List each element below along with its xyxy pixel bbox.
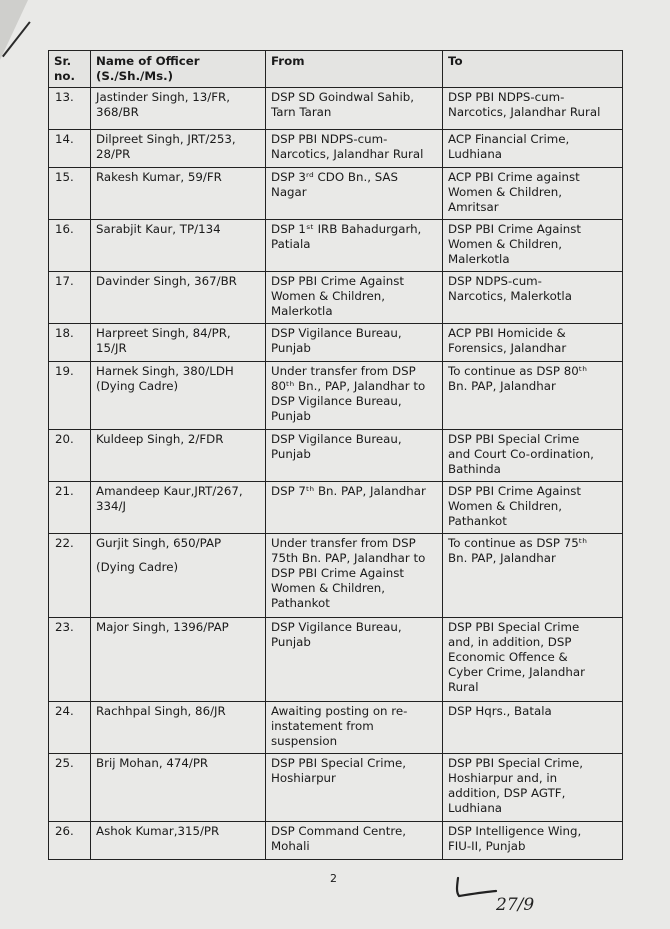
cell-from: DSP 7ᵗʰ Bn. PAP, Jalandhar: [266, 482, 443, 534]
cell-sr-no: 15.: [49, 168, 91, 220]
cell-from: Awaiting posting on re- instatement from suspension: [266, 702, 443, 754]
cell-sr-no: 17.: [49, 272, 91, 324]
cell-from: DSP Vigilance Bureau, Punjab: [266, 618, 443, 702]
header-sr-no: Sr. no.: [49, 51, 91, 88]
cell-sr-no: 18.: [49, 324, 91, 362]
dying-cadre-note: (Dying Cadre): [96, 560, 179, 574]
cell-officer-name: Ashok Kumar,315/PR: [91, 822, 266, 860]
cell-to: DSP Intelligence Wing, FIU-II, Punjab: [443, 822, 623, 860]
cell-sr-no: 16.: [49, 220, 91, 272]
cell-sr-no: 14.: [49, 130, 91, 168]
cell-officer-name: Kuldeep Singh, 2/FDR: [91, 430, 266, 482]
cell-to: ACP Financial Crime, Ludhiana: [443, 130, 623, 168]
cell-officer-name: Brij Mohan, 474/PR: [91, 754, 266, 822]
cell-from: DSP PBI Crime Against Women & Children, Malerkotla: [266, 272, 443, 324]
cell-from: DSP 3ʳᵈ CDO Bn., SAS Nagar: [266, 168, 443, 220]
cell-officer-name: Dilpreet Singh, JRT/253, 28/PR: [91, 130, 266, 168]
table-row: [49, 220, 623, 272]
cell-from: DSP Command Centre, Mohali: [266, 822, 443, 860]
cell-to: DSP PBI Special Crime and, in addition, DSP Economic Offence & Cyber Crime, Jalandhar Rural: [443, 618, 623, 702]
transfer-table: [48, 50, 623, 860]
cell-from: DSP Vigilance Bureau, Punjab: [266, 324, 443, 362]
table-row: [49, 534, 623, 618]
cell-from: Under transfer from DSP 80ᵗʰ Bn., PAP, Jalandhar to DSP Vigilance Bureau, Punjab: [266, 362, 443, 430]
table-row: [49, 362, 623, 430]
cell-to: DSP PBI Crime Against Women & Children, Pathankot: [443, 482, 623, 534]
cell-to: DSP Hqrs., Batala: [443, 702, 623, 754]
cell-from: DSP SD Goindwal Sahib, Tarn Taran: [266, 88, 443, 130]
cell-to: DSP PBI Crime Against Women & Children, Malerkotla: [443, 220, 623, 272]
cell-to: ACP PBI Homicide & Forensics, Jalandhar: [443, 324, 623, 362]
header-officer-name: Name of Officer (S./Sh./Ms.): [91, 51, 266, 88]
cell-to: DSP PBI NDPS-cum- Narcotics, Jalandhar Rural: [443, 88, 623, 130]
cell-sr-no: 22.: [49, 534, 91, 618]
cell-from: DSP PBI Special Crime, Hoshiarpur: [266, 754, 443, 822]
table-row: [49, 88, 623, 130]
cell-sr-no: 19.: [49, 362, 91, 430]
header-to: To: [443, 51, 623, 88]
cell-officer-name: Rakesh Kumar, 59/FR: [91, 168, 266, 220]
table-row: [49, 822, 623, 860]
cell-sr-no: 25.: [49, 754, 91, 822]
table-row: [49, 482, 623, 534]
cell-to: To continue as DSP 75ᵗʰ Bn. PAP, Jalandhar: [443, 534, 623, 618]
cell-to: DSP PBI Special Crime, Hoshiarpur and, in addition, DSP AGTF, Ludhiana: [443, 754, 623, 822]
table-row: [49, 130, 623, 168]
cell-officer-name: Amandeep Kaur,JRT/267, 334/J: [91, 482, 266, 534]
cell-to: To continue as DSP 80ᵗʰ Bn. PAP, Jalandhar: [443, 362, 623, 430]
cell-officer-name: Harpreet Singh, 84/PR, 15/JR: [91, 324, 266, 362]
cell-from: DSP PBI NDPS-cum- Narcotics, Jalandhar Rural: [266, 130, 443, 168]
table-row: [49, 702, 623, 754]
cell-officer-name: Sarabjit Kaur, TP/134: [91, 220, 266, 272]
cell-sr-no: 20.: [49, 430, 91, 482]
table-row: [49, 168, 623, 220]
cell-sr-no: 21.: [49, 482, 91, 534]
cell-sr-no: 24.: [49, 702, 91, 754]
table-row: [49, 618, 623, 702]
cell-from: DSP 1ˢᵗ IRB Bahadurgarh, Patiala: [266, 220, 443, 272]
cell-from: DSP Vigilance Bureau, Punjab: [266, 430, 443, 482]
signature-date: 27/9: [496, 895, 535, 915]
page-number: 2: [330, 872, 337, 885]
cell-officer-name: Davinder Singh, 367/BR: [91, 272, 266, 324]
cell-sr-no: 13.: [49, 88, 91, 130]
cell-officer-name: Rachhpal Singh, 86/JR: [91, 702, 266, 754]
cell-to: DSP PBI Special Crime and Court Co-ordination, Bathinda: [443, 430, 623, 482]
header-from: From: [266, 51, 443, 88]
cell-to: ACP PBI Crime against Women & Children, Amritsar: [443, 168, 623, 220]
table-row: [49, 324, 623, 362]
table-row: [49, 272, 623, 324]
cell-officer-name: Gurjit Singh, 650/PAP (Dying Cadre): [91, 534, 266, 618]
cell-officer-name: Major Singh, 1396/PAP: [91, 618, 266, 702]
table-row: [49, 754, 623, 822]
cell-sr-no: 26.: [49, 822, 91, 860]
cell-officer-name: Jastinder Singh, 13/FR, 368/BR: [91, 88, 266, 130]
cell-from: Under transfer from DSP 75th Bn. PAP, Jalandhar to DSP PBI Crime Against Women & Children, Pathankot: [266, 534, 443, 618]
cell-sr-no: 23.: [49, 618, 91, 702]
cell-to: DSP NDPS-cum- Narcotics, Malerkotla: [443, 272, 623, 324]
table-header-row: [49, 51, 623, 88]
cell-officer-name: Harnek Singh, 380/LDH (Dying Cadre): [91, 362, 266, 430]
table-row: [49, 430, 623, 482]
